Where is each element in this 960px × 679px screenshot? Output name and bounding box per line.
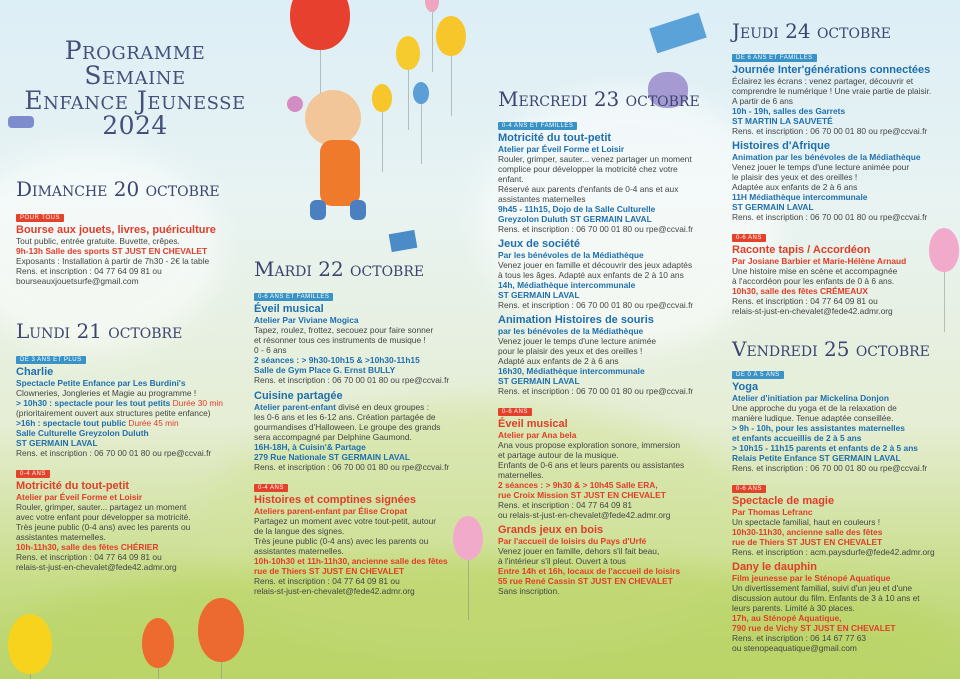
event-text: et partage autour de la musique. — [498, 450, 619, 460]
child-illustration — [350, 200, 366, 220]
event-subtitle: Par les bénévoles de la Médiathèque — [498, 250, 644, 260]
event-subtitle: Par l'accueil de loisirs du Pays d'Urfé — [498, 536, 647, 546]
event-time: et enfants accueillis de 2 à 5 ans — [732, 433, 862, 443]
event-text: Un spectacle familial, haut en couleurs ! — [732, 517, 881, 527]
event-text: Partagez un moment avec votre tout-petit, autour — [254, 516, 437, 526]
event-title: Éveil musical — [498, 418, 568, 430]
event-subtitle: Par Josiane Barbier et Marie-Hélène Arnaud — [732, 256, 907, 266]
event-highlight: Atelier parent-enfant — [254, 402, 336, 412]
event-time: 2 séances : > 9h30 & > 10h45 Salle ERA, — [498, 480, 658, 490]
event-subtitle: Atelier d'initiation par Mickelina Donjon — [732, 393, 889, 403]
age-tag: 0-4 ANS — [16, 470, 50, 478]
event-time: 16h30, Médiathèque intercommunale — [498, 366, 645, 376]
age-tag: 0-4 ANS — [254, 484, 288, 492]
day-heading: Jeudi 24 octobre — [732, 19, 892, 43]
event-title: Motricité du tout-petit — [498, 132, 612, 144]
event-title: Spectacle de magie — [732, 495, 835, 507]
event-location: rue Croix Mission ST JUST EN CHEVALET — [498, 490, 666, 500]
event-contact: relais-st-just-en-chevalet@fede42.admr.org — [254, 586, 415, 596]
event-title: Jeux de société — [498, 238, 580, 250]
event-text: Une histoire mise en scène et accompagnée — [732, 266, 898, 276]
event — [16, 348, 248, 458]
day-section-vendredi — [732, 338, 954, 653]
day-section-mardi — [254, 258, 482, 596]
event-contact: Rens. et inscription : 06 70 00 01 80 ou rpe@ccvai.fr — [16, 448, 212, 458]
day-heading: Vendredi 25 octobre — [732, 337, 930, 361]
event-location: rue de Thiers ST JUST EN CHEVALET — [732, 537, 883, 547]
event-contact: Rens. et inscription : 04 77 64 09 81 ou — [732, 296, 878, 306]
event-location: ST MARTIN LA SAUVETÉ — [732, 116, 833, 126]
event-time: > 9h - 10h, pour les assistantes maternelles — [732, 423, 905, 433]
day-section-dimanche — [16, 178, 248, 286]
event-subtitle: Atelier par Ana bela — [498, 430, 577, 440]
event — [16, 462, 248, 572]
event-title: Cuisine partagée — [254, 390, 343, 402]
event-contact: Rens. et inscription : 06 70 00 01 80 ou rpe@ccvai.fr — [732, 126, 928, 136]
event-text: Tout public, entrée gratuite. Buvette, crêpes. — [16, 236, 180, 246]
event — [254, 390, 482, 472]
event-title: Yoga — [732, 381, 759, 393]
event-text: à l'intérieur s'il pleut. Ouvert à tous — [498, 556, 626, 566]
day-section-mercredi — [498, 88, 726, 596]
child-illustration — [310, 200, 326, 220]
event-text: Enfants de 0-6 ans et leurs parents ou assistantes — [498, 460, 685, 470]
balloon-orange — [198, 598, 244, 662]
event-location: ST GERMAIN LAVAL — [498, 290, 580, 300]
event-contact: Rens. et inscription : 04 77 64 09 81 ou — [254, 576, 400, 586]
event-location: ST GERMAIN LAVAL — [16, 438, 98, 448]
event-location: 55 rue René Cassin ST JUST EN CHEVALET — [498, 576, 673, 586]
event-text: Venez jouer le temps d'une lecture animée pour — [732, 162, 910, 172]
event-contact: relais-st-just-en-chevalet@fede42.admr.org — [732, 306, 893, 316]
event — [732, 46, 954, 136]
event-time: 10h30, salle des fêtes CRÉMEAUX — [732, 286, 868, 296]
balloon-yellow — [396, 36, 420, 70]
event-text: maternelles. — [498, 470, 544, 480]
day-section-jeudi — [732, 20, 954, 316]
event-text: Rouler, grimper, sauter... partagez un moment — [16, 502, 187, 512]
book-illustration — [389, 230, 418, 252]
event-text: Venez jouer en famille et découvrir des jeux adaptés — [498, 260, 693, 270]
event-text: 0 - 6 ans — [254, 345, 287, 355]
event — [732, 363, 954, 473]
event-contact: Rens. et inscription : acm.paysdurfe@fede42.admr.org — [732, 547, 935, 557]
event-title: Bourse aux jouets, livres, puériculture — [16, 224, 216, 236]
event-text: (prioritairement ouvert aux structures petite enfance) — [16, 408, 211, 418]
event-location: 279 Rue Nationale ST GERMAIN LAVAL — [254, 452, 411, 462]
event-text: assistantes maternelles. — [254, 546, 344, 556]
event-text: les 0-6 ans et les 6-12 ans. Création partagée de — [254, 412, 436, 422]
event-subtitle: Animation par les bénévoles de la Médiathèque — [732, 152, 921, 162]
event-text: à l'accordéon pour les enfants de 0 à 6 ans. — [732, 276, 895, 286]
day-heading: Mardi 22 octobre — [254, 257, 425, 281]
event-time: 10h30-11h30, ancienne salle des fêtes — [732, 527, 883, 537]
age-tag: DE 6 ANS ET FAMILLES — [732, 54, 817, 62]
age-tag: 0-6 ANS — [732, 485, 766, 493]
event — [732, 140, 954, 222]
event-text: Une approche du yoga et de la relaxation de — [732, 403, 897, 413]
event — [498, 238, 726, 310]
event-text: Venez jouer le temps d'une lecture animée — [498, 336, 657, 346]
event-location: Salle de Gym Place G. Ernst BULLY — [254, 365, 396, 375]
balloon-pink — [425, 0, 439, 12]
event-location: ST GERMAIN LAVAL — [498, 376, 580, 386]
event-text: sera accompagné par Delphine Gaumond. — [254, 432, 412, 442]
event-text: Éclairez les écrans : venez partager, découvrir et — [732, 76, 914, 86]
balloon-blue — [413, 82, 429, 104]
event-time: 10h - 19h, salles des Garrets — [732, 106, 846, 116]
balloon-red — [290, 0, 350, 50]
event-text: assistantes maternelles. — [16, 532, 106, 542]
event-location: 10h-11h30, salle des fêtes CHÉRIER — [16, 542, 159, 552]
balloon-orange — [142, 618, 174, 668]
event-text: Très jeune public (0-4 ans) avec les parents ou — [254, 536, 429, 546]
event-text: Clowneries, Jongleries et Magie au programme ! — [16, 388, 197, 398]
event-duration: Durée 30 min — [172, 398, 223, 408]
title-line: 2024 — [102, 111, 168, 140]
event-subtitle: Spectacle Petite Enfance par Les Burdini's — [16, 378, 186, 388]
event-text: Venez jouer en famille, dehors s'il fait beau, — [498, 546, 660, 556]
event-subtitle: Ateliers parent-enfant par Élise Cropat — [254, 506, 408, 516]
event-contact: Rens. et inscription : 06 70 00 01 80 ou rpe@ccvai.fr — [498, 224, 694, 234]
event-text: Un divertissement familial, suivi d'un jeu et d'une — [732, 583, 913, 593]
age-tag: 0-6 ANS ET FAMILLES — [254, 293, 333, 301]
page-title — [20, 38, 250, 138]
age-tag: 0-4 ANS ET FAMILLES — [498, 122, 577, 130]
age-tag: DE 3 ANS ET PLUS — [16, 356, 86, 364]
event-time: 9h45 - 11h15, Dojo de la Salle Culturelle — [498, 204, 656, 214]
event-text: et résonner tous ces instruments de musique ! — [254, 335, 426, 345]
child-illustration — [305, 90, 361, 146]
event-text: comprendre le numérique ! Une vraie partie de plaisir. — [732, 86, 932, 96]
event-text: Adaptée aux enfants de 2 à 6 ans — [732, 182, 858, 192]
event — [498, 314, 726, 396]
event-text: Rouler, grimper, sauter... venez partager un moment — [498, 154, 692, 164]
event-time: Entre 14h et 16h, locaux de l'accueil de loisirs — [498, 566, 681, 576]
event-contact: Rens. et inscription : 06 70 00 01 80 ou rpe@ccvai.fr — [732, 463, 928, 473]
event — [498, 524, 726, 596]
event-text: Exposants : Installation à partir de 7h30 - 2€ la table — [16, 256, 210, 266]
event — [254, 285, 482, 385]
day-heading: Lundi 21 octobre — [16, 319, 183, 343]
event — [732, 226, 954, 316]
event — [498, 114, 726, 234]
event-time: 14h, Médiathèque intercommunale — [498, 280, 636, 290]
event-contact: Rens. et inscription : 06 70 00 01 80 ou rpe@ccvai.fr — [254, 375, 450, 385]
event-location: Salle Culturelle Greyzolon Duluth — [16, 428, 149, 438]
event-time: 10h-10h30 et 11h-11h30, ancienne salle des fêtes — [254, 556, 448, 566]
event-contact: Rens. et inscription : 06 70 00 01 80 ou rpe@ccvai.fr — [254, 462, 450, 472]
title-line: Programme Semaine — [64, 36, 206, 90]
event-contact: ou stenopeaquatique@gmail.com — [732, 643, 857, 653]
event-location: Relais Petite Enfance ST GERMAIN LAVAL — [732, 453, 901, 463]
day-heading: Dimanche 20 octobre — [16, 177, 220, 201]
event-location: rue de Thiers ST JUST EN CHEVALET — [254, 566, 405, 576]
event-title: Animation Histoires de souris — [498, 314, 654, 326]
day-heading: Mercredi 23 octobre — [498, 87, 700, 111]
event-text: à tous les âges. Adapté aux enfants de 2 à 10 ans — [498, 270, 684, 280]
event-time: > 10h15 - 11h15 parents et enfants de 2 à 5 ans — [732, 443, 918, 453]
event-subtitle: Par Thomas Lefranc — [732, 507, 813, 517]
event-time: >16h : spectacle tout public — [16, 418, 129, 428]
event-title: Journée Inter'générations connectées — [732, 64, 931, 76]
event-contact: relais-st-just-en-chevalet@fede42.admr.org — [16, 562, 177, 572]
title-line: Enfance Jeunesse — [24, 86, 246, 115]
event-text: le plaisir des yeux et des oreilles ! — [732, 172, 858, 182]
event-location: 790 rue de Vichy ST JUST EN CHEVALET — [732, 623, 896, 633]
event — [498, 400, 726, 520]
child-illustration — [320, 140, 360, 206]
event-location: ST GERMAIN LAVAL — [732, 202, 814, 212]
event-text: A partir de 6 ans — [732, 96, 793, 106]
ball-illustration — [287, 96, 303, 112]
event-contact: Rens. et inscription : 06 70 00 01 80 ou rpe@ccvai.fr — [498, 300, 694, 310]
event-subtitle: Atelier par Éveil Forme et Loisir — [16, 492, 143, 502]
event-text: Ana vous propose exploration sonore, immersion — [498, 440, 681, 450]
event-text: enfant. — [498, 174, 524, 184]
event — [254, 476, 482, 596]
event-title: Éveil musical — [254, 303, 324, 315]
event-location: 9h-13h Salle des sports ST JUST EN CHEVALET — [16, 246, 208, 256]
event-contact: ou relais-st-just-en-chevalet@fede42.admr.org — [498, 510, 671, 520]
event-title: Motricité du tout-petit — [16, 480, 130, 492]
event-text: Tapez, roulez, frottez, secouez pour faire sonner — [254, 325, 434, 335]
event-text: Réservé aux parents d'enfants de 0-4 ans et aux — [498, 184, 679, 194]
event-contact: Rens. et inscription : 06 70 00 01 80 ou rpe@ccvai.fr — [732, 212, 928, 222]
event-time: > 10h30 : spectacle pour les tout petits — [16, 398, 173, 408]
event-title: Raconte tapis / Accordéon — [732, 244, 871, 256]
age-tag: POUR TOUS — [16, 214, 64, 222]
book-illustration — [649, 13, 706, 54]
event-title: Histoires d'Afrique — [732, 140, 830, 152]
event-contact: Rens. et inscription : 04 77 64 09 81 ou — [16, 266, 162, 276]
event-location: Greyzolon Duluth ST GERMAIN LAVAL — [498, 214, 652, 224]
balloon-yellow — [8, 614, 52, 674]
event-subtitle: par les bénévoles de la Médiathèque — [498, 326, 644, 336]
event-time: 11H Médiathèque intercommunale — [732, 192, 868, 202]
event-title: Charlie — [16, 366, 54, 378]
event-text: gourmandises d'Halloween. Le groupe des grands — [254, 422, 441, 432]
event-text: leurs parents. Limité à 30 places. — [732, 603, 855, 613]
event-contact: Rens. et inscription : 06 14 67 77 63 — [732, 633, 867, 643]
balloon-yellow — [372, 84, 392, 112]
event — [732, 561, 954, 653]
event-time: 17h, au Sténopé Aquatique, — [732, 613, 842, 623]
event-contact: Rens. et inscription : 04 77 64 09 81 — [498, 500, 633, 510]
event-contact: bourseauxjouetsurfe@gmail.com — [16, 276, 139, 286]
event-text: de la langue des signes. — [254, 526, 345, 536]
age-tag: 0-6 ANS — [498, 408, 532, 416]
event-text: Très jeune public (0-4 ans) avec les parents ou — [16, 522, 191, 532]
event-text: complice pour développer la motricité chez votre — [498, 164, 678, 174]
event-title: Dany le dauphin — [732, 561, 817, 573]
event-text: Adapté aux enfants de 2 à 6 ans — [498, 356, 619, 366]
event-subtitle: Film jeunesse par le Sténopé Aquatique — [732, 573, 891, 583]
age-tag: DE 0 À 5 ANS — [732, 371, 784, 379]
event-text: discussion autour du film. Enfants de 3 à 10 ans et — [732, 593, 920, 603]
event — [16, 206, 248, 286]
event-subtitle: Atelier par Éveil Forme et Loisir — [498, 144, 625, 154]
event-time: 16H-18H, à Cuisin'& Partage — [254, 442, 366, 452]
event-contact: Rens. et inscription : 06 70 00 01 80 ou rpe@ccvai.fr — [498, 386, 694, 396]
age-tag: 0-6 ANS — [732, 234, 766, 242]
event-text: divisé en deux groupes : — [335, 402, 430, 412]
balloon-yellow — [436, 16, 466, 56]
event-contact: Rens. et inscription : 04 77 64 09 81 ou — [16, 552, 162, 562]
event-title: Grands jeux en bois — [498, 524, 604, 536]
event-contact: Sans inscription. — [498, 586, 560, 596]
event-text: assistantes maternelles — [498, 194, 586, 204]
event-text: avec votre enfant pour développer sa motricité. — [16, 512, 191, 522]
event-text: manière ludique. Tenue adaptée conseillée. — [732, 413, 894, 423]
event-text: pour le plaisir des yeux et des oreilles ! — [498, 346, 643, 356]
event-duration: Durée 45 min — [128, 418, 179, 428]
event-title: Histoires et comptines signées — [254, 494, 416, 506]
event — [732, 477, 954, 557]
day-section-lundi — [16, 320, 248, 572]
event-time: 2 séances : > 9h30-10h15 & >10h30-11h15 — [254, 355, 420, 365]
event-subtitle: Atelier Par Viviane Mogica — [254, 315, 359, 325]
